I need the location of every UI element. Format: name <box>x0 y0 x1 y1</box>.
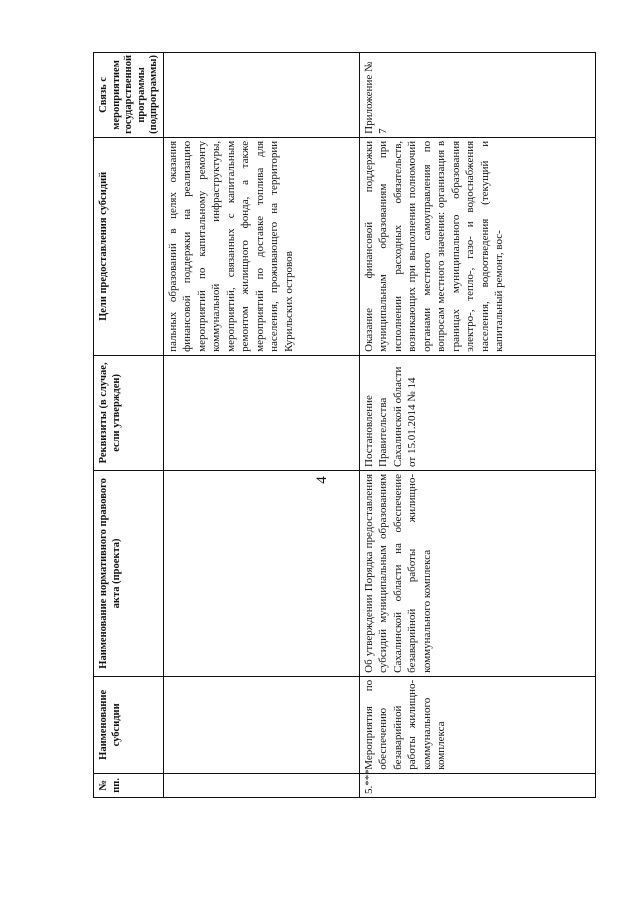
table-row <box>359 53 595 798</box>
row5-num-cell: 5.*** <box>359 773 595 797</box>
prev-details-cell <box>163 355 359 470</box>
row5-details-cell: Постановление Правительства Сахалинской области от 15.01.2014 № 14 <box>359 355 595 470</box>
table-row <box>163 53 359 798</box>
prev-act-cell <box>163 470 359 676</box>
prev-num-cell <box>163 773 359 797</box>
header-act: Наименование нормативного правового акта (проекта) <box>94 470 164 676</box>
row5-link-cell: Приложение № 7 <box>359 53 595 138</box>
header-details: Реквизиты (в случае, если утвержден) <box>94 355 164 470</box>
subsidy-table <box>93 52 596 798</box>
header-goal: Цели предоставления субсидий <box>94 137 164 355</box>
header-num: № пп. <box>94 773 164 797</box>
row5-goal-cell: Оказание финансовой поддержки муниципальным образованиям при исполнении расходных обязательств, возникающих при выполнении полномочий органами местного самоуправления по вопросам местного значения: организация в границах муниципального образования электро-, тепло-, газо- и водоснабжения населения, водоотведения (текущий и капитальный ремонт, вос- <box>359 137 595 355</box>
prev-goal-cell: пальных образований в целях оказания финансовой поддержки на реализацию мероприятий по капитальному ремонту коммунальной инфраструктуры, мероприятий, связанных с капитальным ремонтом жилищного фонда, а также мероприятий по доставке топлива для населения, проживающего на территории Курильских островов <box>163 137 359 355</box>
row5-act-cell: Об утверждении Порядка предоставления субсидий муниципальным образованиям Сахалинской области на обеспечение безаварийной работы жилищно-коммунального комплекса <box>359 470 595 676</box>
table-header-row <box>94 53 164 798</box>
header-subsidy: Наименование субсидии <box>94 676 164 773</box>
page-number: 4 <box>314 476 330 484</box>
header-link: Связь с мероприятием государственной программы (подпрограммы) <box>94 53 164 138</box>
row5-subsidy-cell: Мероприятия по обеспечению безаварийной работы жилищно-коммунального комплекса <box>359 676 595 773</box>
prev-link-cell <box>163 53 359 138</box>
prev-subsidy-cell <box>163 676 359 773</box>
rotated-table-wrapper <box>93 52 583 798</box>
